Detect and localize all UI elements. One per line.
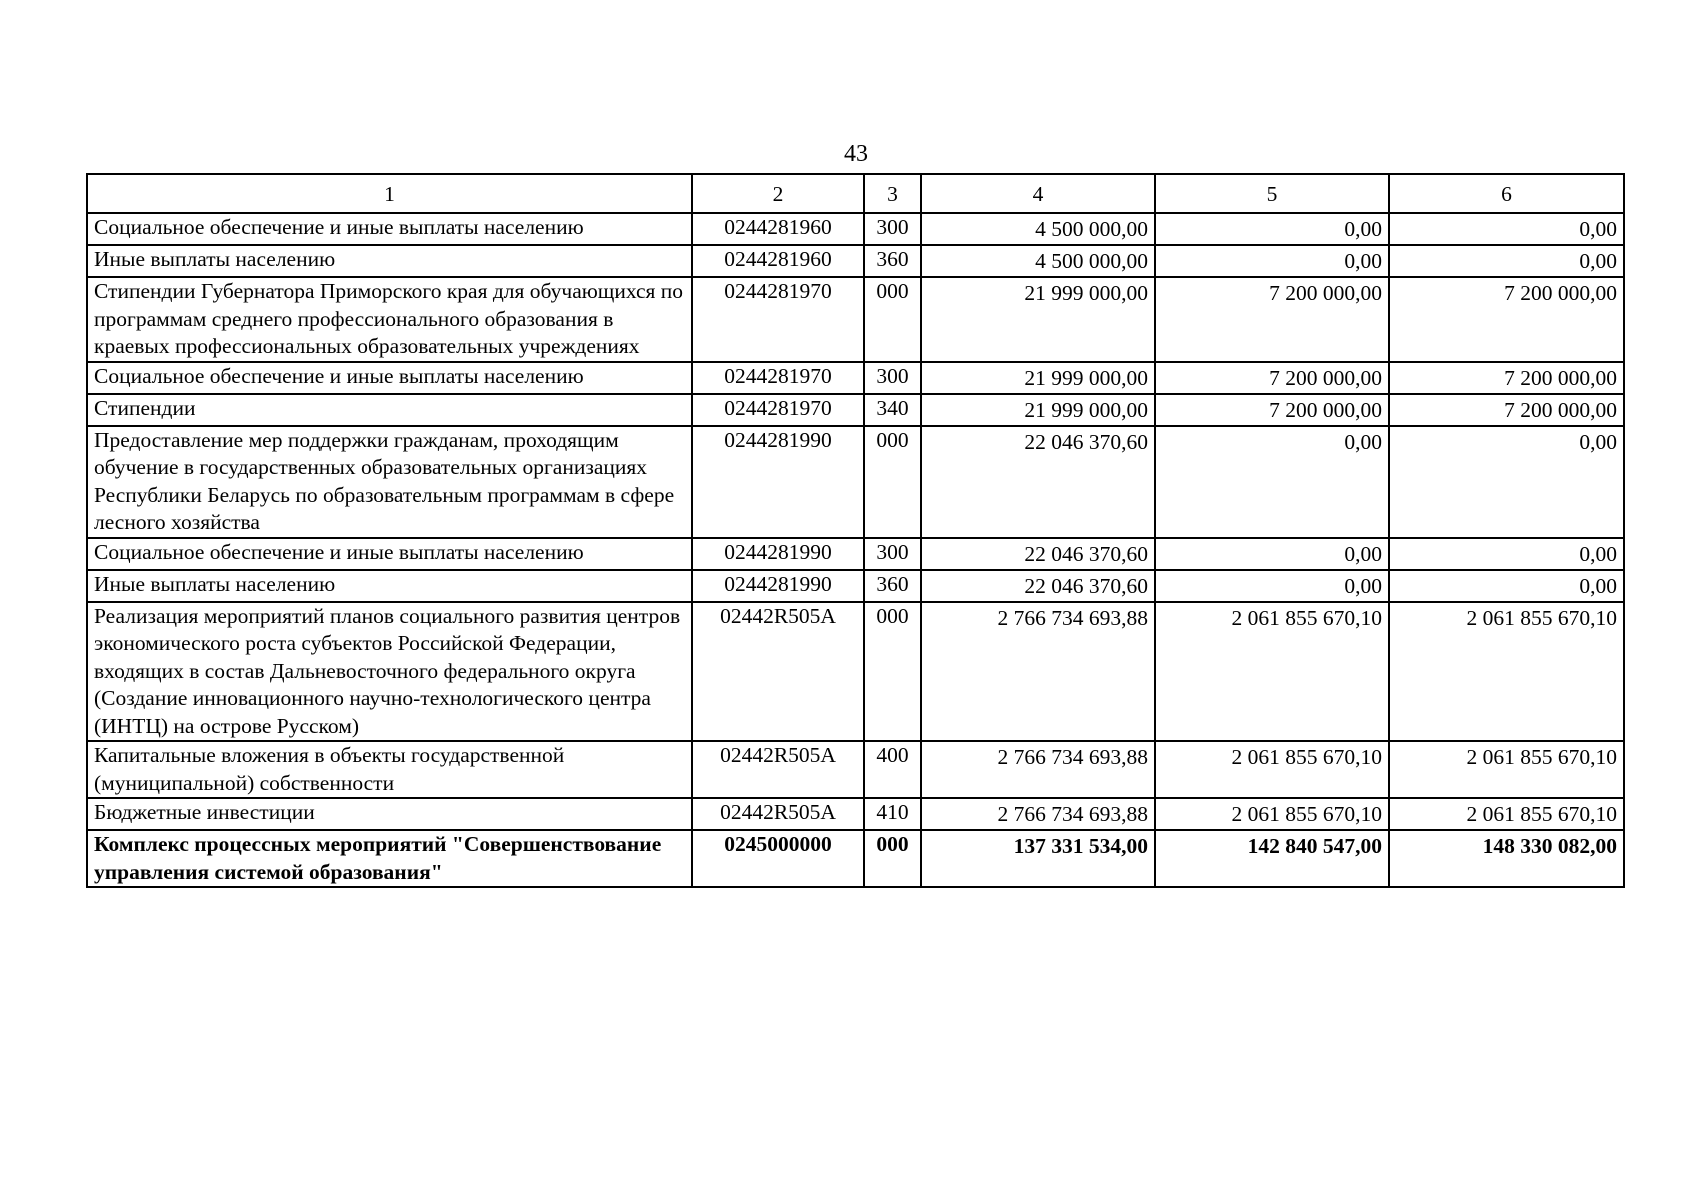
- amount-col-6: 2 061 855 670,10: [1389, 741, 1624, 798]
- item-description: Стипендии Губернатора Приморского края для обучающихся по программам среднего профессионального образования в краевых профессиональных образовательных учреждениях: [87, 277, 692, 362]
- amount-col-6: 0,00: [1389, 426, 1624, 538]
- amount-col-4: 4 500 000,00: [921, 245, 1155, 277]
- amount-col-5: 2 061 855 670,10: [1155, 602, 1389, 742]
- amount-col-6: 2 061 855 670,10: [1389, 602, 1624, 742]
- amount-col-6: 7 200 000,00: [1389, 277, 1624, 362]
- page-number: 43: [844, 141, 868, 167]
- table-row: [87, 830, 1624, 887]
- column-header: 4: [921, 174, 1155, 213]
- table-row: [87, 426, 1624, 538]
- amount-col-5: 0,00: [1155, 426, 1389, 538]
- amount-col-5: 0,00: [1155, 213, 1389, 245]
- table-row: [87, 394, 1624, 426]
- amount-col-6: 2 061 855 670,10: [1389, 798, 1624, 830]
- amount-col-5: 0,00: [1155, 245, 1389, 277]
- amount-col-4: 2 766 734 693,88: [921, 602, 1155, 742]
- table-body: [87, 213, 1624, 887]
- table-row: [87, 798, 1624, 830]
- item-description: Иные выплаты населению: [87, 570, 692, 602]
- expense-type-code: 000: [864, 602, 921, 742]
- amount-col-6: 0,00: [1389, 213, 1624, 245]
- amount-col-6: 0,00: [1389, 570, 1624, 602]
- item-description: Стипендии: [87, 394, 692, 426]
- amount-col-5: 7 200 000,00: [1155, 362, 1389, 394]
- column-header: 6: [1389, 174, 1624, 213]
- target-article-code: 02442R505A: [692, 741, 864, 798]
- target-article-code: 0244281960: [692, 245, 864, 277]
- expense-type-code: 340: [864, 394, 921, 426]
- table-row: [87, 570, 1624, 602]
- amount-col-4: 2 766 734 693,88: [921, 741, 1155, 798]
- item-description: Бюджетные инвестиции: [87, 798, 692, 830]
- amount-col-4: 22 046 370,60: [921, 426, 1155, 538]
- item-description: Социальное обеспечение и иные выплаты населению: [87, 213, 692, 245]
- item-description: Предоставление мер поддержки гражданам, проходящим обучение в государственных образовательных организациях Республики Беларусь по образовательным программам в сфере лесного хозяйства: [87, 426, 692, 538]
- column-header: 2: [692, 174, 864, 213]
- amount-col-6: 7 200 000,00: [1389, 362, 1624, 394]
- target-article-code: 0244281970: [692, 277, 864, 362]
- table-row: [87, 538, 1624, 570]
- item-description: Комплекс процессных мероприятий "Совершенствование управления системой образования": [87, 830, 692, 887]
- amount-col-5: 0,00: [1155, 570, 1389, 602]
- amount-col-5: 7 200 000,00: [1155, 394, 1389, 426]
- table-row: [87, 362, 1624, 394]
- expense-type-code: 400: [864, 741, 921, 798]
- target-article-code: 02442R505A: [692, 798, 864, 830]
- target-article-code: 0244281960: [692, 213, 864, 245]
- expense-type-code: 300: [864, 362, 921, 394]
- amount-col-5: 0,00: [1155, 538, 1389, 570]
- expense-type-code: 000: [864, 830, 921, 887]
- amount-col-5: 7 200 000,00: [1155, 277, 1389, 362]
- amount-col-6: 0,00: [1389, 245, 1624, 277]
- amount-col-4: 22 046 370,60: [921, 538, 1155, 570]
- expense-type-code: 000: [864, 277, 921, 362]
- item-description: Реализация мероприятий планов социального развития центров экономического роста субъектов Российской Федерации, входящих в состав Дальневосточного федерального округа (Создание инновационного научно-технологического центра (ИНТЦ) на острове Русском): [87, 602, 692, 742]
- table-row: [87, 741, 1624, 798]
- target-article-code: 0244281990: [692, 570, 864, 602]
- target-article-code: 0244281990: [692, 426, 864, 538]
- amount-col-6: 148 330 082,00: [1389, 830, 1624, 887]
- amount-col-6: 7 200 000,00: [1389, 394, 1624, 426]
- expense-type-code: 360: [864, 570, 921, 602]
- item-description: Капитальные вложения в объекты государственной (муниципальной) собственности: [87, 741, 692, 798]
- amount-col-4: 22 046 370,60: [921, 570, 1155, 602]
- target-article-code: 0244281970: [692, 394, 864, 426]
- amount-col-4: 2 766 734 693,88: [921, 798, 1155, 830]
- budget-table: [86, 173, 1625, 888]
- header-row: [87, 174, 1624, 213]
- expense-type-code: 410: [864, 798, 921, 830]
- amount-col-4: 137 331 534,00: [921, 830, 1155, 887]
- target-article-code: 0244281970: [692, 362, 864, 394]
- amount-col-4: 21 999 000,00: [921, 362, 1155, 394]
- item-description: Иные выплаты населению: [87, 245, 692, 277]
- amount-col-4: 21 999 000,00: [921, 394, 1155, 426]
- expense-type-code: 360: [864, 245, 921, 277]
- amount-col-5: 2 061 855 670,10: [1155, 798, 1389, 830]
- expense-type-code: 300: [864, 213, 921, 245]
- table-row: [87, 602, 1624, 742]
- amount-col-4: 21 999 000,00: [921, 277, 1155, 362]
- column-header: 1: [87, 174, 692, 213]
- amount-col-5: 2 061 855 670,10: [1155, 741, 1389, 798]
- target-article-code: 0245000000: [692, 830, 864, 887]
- column-header: 5: [1155, 174, 1389, 213]
- item-description: Социальное обеспечение и иные выплаты населению: [87, 362, 692, 394]
- amount-col-6: 0,00: [1389, 538, 1624, 570]
- amount-col-4: 4 500 000,00: [921, 213, 1155, 245]
- item-description: Социальное обеспечение и иные выплаты населению: [87, 538, 692, 570]
- expense-type-code: 000: [864, 426, 921, 538]
- amount-col-5: 142 840 547,00: [1155, 830, 1389, 887]
- table-row: [87, 277, 1624, 362]
- target-article-code: 0244281990: [692, 538, 864, 570]
- target-article-code: 02442R505A: [692, 602, 864, 742]
- table-row: [87, 213, 1624, 245]
- table-row: [87, 245, 1624, 277]
- expense-type-code: 300: [864, 538, 921, 570]
- column-header: 3: [864, 174, 921, 213]
